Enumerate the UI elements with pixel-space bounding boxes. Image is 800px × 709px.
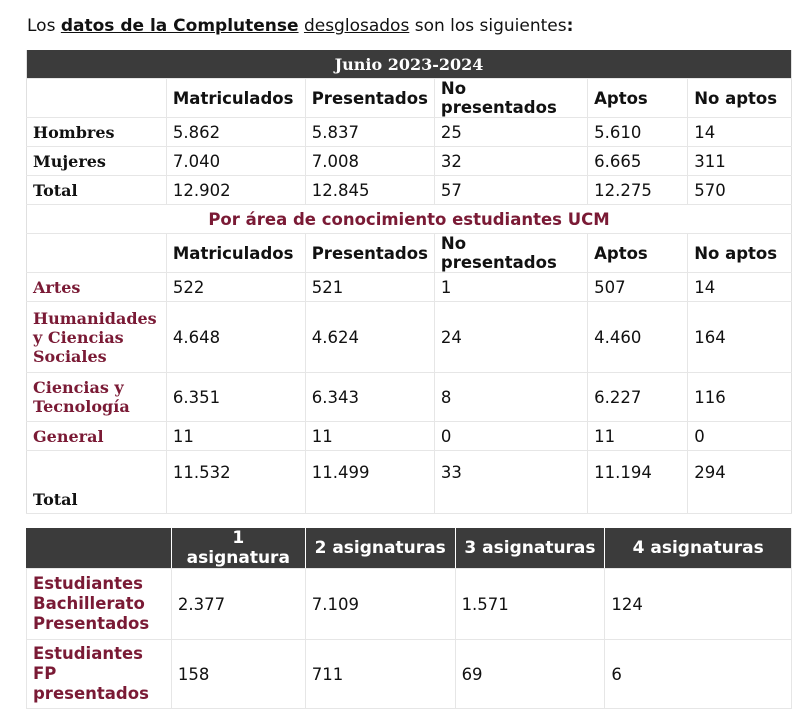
row-label: Mujeres [27, 147, 167, 176]
cell: 33 [434, 451, 587, 514]
table-row [27, 118, 792, 147]
column-header-row [27, 528, 792, 569]
row-label: General [27, 422, 167, 451]
cell: 11 [305, 422, 434, 451]
table-row [27, 302, 792, 373]
column-header: Presentados [305, 79, 434, 118]
cell: 12.845 [305, 176, 434, 205]
cell: 164 [688, 302, 792, 373]
table-title: Junio 2023-2024 [27, 50, 792, 79]
intro-sentence [27, 16, 573, 36]
area-section-title: Por área de conocimiento estudiantes UCM [27, 205, 792, 234]
row-label: Artes [27, 273, 167, 302]
cell: 6.665 [588, 147, 688, 176]
table-row [27, 569, 792, 640]
cell: 57 [434, 176, 587, 205]
intro-colon: : [566, 16, 574, 36]
cell: 5.610 [588, 118, 688, 147]
column-header-row [27, 79, 792, 118]
column-header: Matriculados [166, 234, 305, 273]
intro-before: Los [27, 16, 61, 36]
cell: 294 [688, 451, 792, 514]
cell: 5.837 [305, 118, 434, 147]
june-results-table [26, 50, 792, 514]
intro-after: son los siguientes [409, 16, 567, 36]
column-header-row [27, 234, 792, 273]
cell: 0 [434, 422, 587, 451]
cell: 69 [455, 640, 605, 709]
cell: 12.902 [166, 176, 305, 205]
cell: 7.109 [305, 569, 455, 640]
cell: 11 [588, 422, 688, 451]
table-row [27, 273, 792, 302]
cell: 11.499 [305, 451, 434, 514]
cell: 4.460 [588, 302, 688, 373]
column-header: 2 asignaturas [305, 528, 455, 569]
cell: 711 [305, 640, 455, 709]
cell: 11.194 [588, 451, 688, 514]
intro-bold-link: datos de la Complutense [60, 16, 299, 36]
column-header: 1 asignatura [171, 528, 305, 569]
empty-header-cell [27, 234, 167, 273]
cell: 4.624 [305, 302, 434, 373]
cell: 311 [688, 147, 792, 176]
row-label: Total [27, 451, 167, 514]
cell: 1 [434, 273, 587, 302]
cell: 11 [166, 422, 305, 451]
cell: 14 [688, 118, 792, 147]
row-label: Estudiantes FP presentados [27, 640, 172, 709]
cell: 4.648 [166, 302, 305, 373]
cell: 12.275 [588, 176, 688, 205]
table-row [27, 640, 792, 709]
cell: 24 [434, 302, 587, 373]
column-header: Presentados [305, 234, 434, 273]
cell: 0 [688, 422, 792, 451]
cell: 5.862 [166, 118, 305, 147]
cell: 158 [171, 640, 305, 709]
table-row [27, 373, 792, 422]
cell: 25 [434, 118, 587, 147]
row-label: Ciencias y Tecnología [27, 373, 167, 422]
cell: 14 [688, 273, 792, 302]
cell: 32 [434, 147, 587, 176]
empty-header-cell [27, 528, 172, 569]
cell: 6.227 [588, 373, 688, 422]
row-label: Hombres [27, 118, 167, 147]
column-header: Matriculados [166, 79, 305, 118]
cell: 6.343 [305, 373, 434, 422]
column-header: No aptos [688, 234, 792, 273]
column-header: Aptos [588, 234, 688, 273]
column-header: 4 asignaturas [605, 528, 792, 569]
cell: 6.351 [166, 373, 305, 422]
cell: 7.008 [305, 147, 434, 176]
cell: 11.532 [166, 451, 305, 514]
table-row [27, 176, 792, 205]
cell: 522 [166, 273, 305, 302]
column-header: 3 asignaturas [455, 528, 605, 569]
cell: 1.571 [455, 569, 605, 640]
row-label: Estudiantes Bachillerato Presentados [27, 569, 172, 640]
column-header: No presentados [434, 234, 587, 273]
column-header: No aptos [688, 79, 792, 118]
cell: 6 [605, 640, 792, 709]
cell: 124 [605, 569, 792, 640]
empty-header-cell [27, 79, 167, 118]
column-header: No presentados [434, 79, 587, 118]
cell: 521 [305, 273, 434, 302]
cell: 507 [588, 273, 688, 302]
intro-underlined: desglosados [303, 16, 410, 36]
column-header: Aptos [588, 79, 688, 118]
cell: 7.040 [166, 147, 305, 176]
cell: 116 [688, 373, 792, 422]
subjects-table [26, 528, 792, 709]
table-row [27, 147, 792, 176]
cell: 8 [434, 373, 587, 422]
table-row [27, 422, 792, 451]
table-row [27, 451, 792, 514]
cell: 2.377 [171, 569, 305, 640]
row-label: Humanidades y Ciencias Sociales [27, 302, 167, 373]
row-label: Total [27, 176, 167, 205]
cell: 570 [688, 176, 792, 205]
